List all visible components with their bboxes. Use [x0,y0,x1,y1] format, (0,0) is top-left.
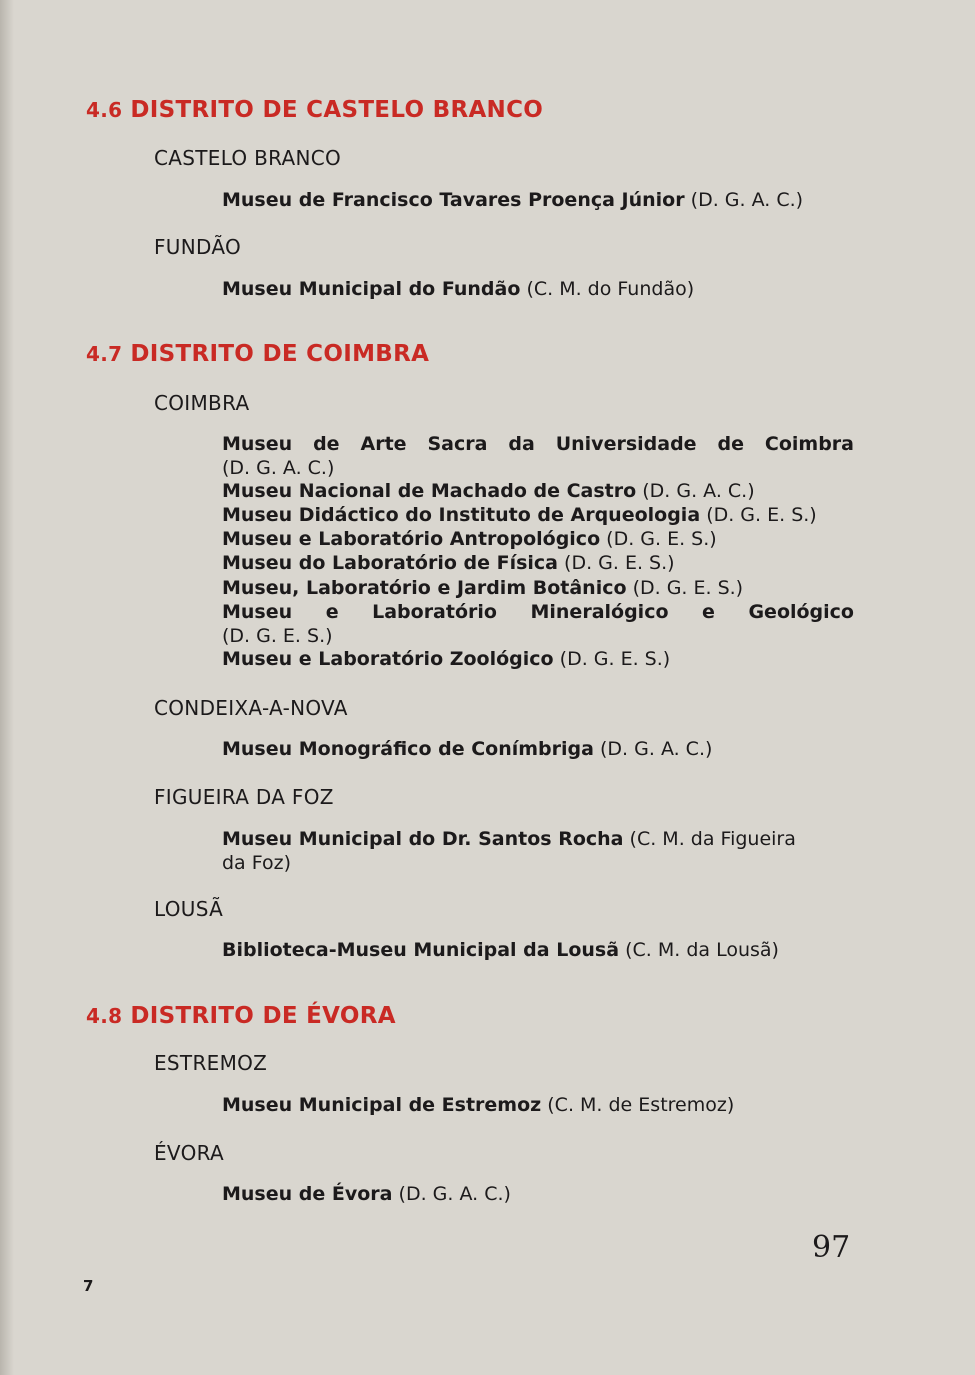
town-name: COIMBRA [154,391,250,415]
museum-organisation: (D. G. E. S.) [559,648,671,670]
museum-entry [222,1094,854,1118]
museum-name: Museu de Arte Sacra da Universidade de Coimbra [222,433,854,455]
museum-entry [222,577,854,601]
museum-entry [222,433,854,480]
museum-entry [222,648,854,672]
town-name: ESTREMOZ [154,1051,268,1075]
museum-organisation: (D. G. E. S.) [706,504,817,526]
museum-organisation: (C. M. de Estremoz) [547,1094,735,1116]
museum-organisation: (D. G. E. S.) [632,577,744,599]
museum-organisation: (C. M. da Figueira [629,828,796,850]
museum-entry [222,1183,854,1207]
museum-entry [222,601,854,648]
museum-entry [222,738,854,762]
section-heading [86,341,429,367]
museum-entry [222,504,854,528]
museum-entry [222,828,854,875]
museum-name: Museu e Laboratório Antropológico [222,528,601,550]
museum-organisation: (D. G. A. C.) [642,480,755,502]
museum-name: Museu do Laboratório de Física [222,552,558,574]
section-number: 4.7 [86,342,123,366]
museum-name: Museu Nacional de Machado de Castro [222,480,637,502]
museum-entry [222,552,854,576]
museum-name: Museu, Laboratório e Jardim Botânico [222,577,627,599]
section-title: DISTRITO DE COIMBRA [130,341,430,367]
section-number: 4.6 [86,98,123,122]
museum-organisation: (D. G. A. C.) [600,738,713,760]
town-name: CONDEIXA-A-NOVA [154,696,348,720]
museum-organisation-continued: da Foz) [222,851,292,874]
museum-organisation: (D. G. E. S.) [564,552,675,574]
museum-name: Museu e Laboratório Mineralógico e Geológico [222,601,854,623]
museum-entry [222,189,854,213]
section-heading [86,97,543,123]
museum-entry [222,480,854,504]
museum-organisation: (D. G. E. S.) [606,528,717,550]
museum-name: Museu Municipal de Estremoz [222,1094,542,1116]
museum-entry [222,278,854,302]
museum-organisation: (D. G. E. S.) [222,624,333,647]
town-name: FIGUEIRA DA FOZ [154,785,334,809]
museum-name: Museu de Évora [222,1183,393,1205]
museum-name: Museu de Francisco Tavares Proença Júnior [222,189,685,211]
museum-organisation: (D. G. A. C.) [690,189,804,211]
museum-organisation: (D. G. A. C.) [398,1183,511,1205]
town-name: FUNDÃO [154,235,242,259]
section-number: 4.8 [86,1004,123,1028]
section-title: DISTRITO DE CASTELO BRANCO [130,97,544,123]
museum-name: Museu Municipal do Dr. Santos Rocha [222,828,624,850]
museum-name: Biblioteca-Museu Municipal da Lousã [222,939,620,961]
town-name: CASTELO BRANCO [154,146,342,170]
section-title: DISTRITO DE ÉVORA [130,1003,396,1029]
museum-entry [222,528,854,552]
museum-name: Museu e Laboratório Zoológico [222,648,554,670]
museum-organisation: (C. M. da Lousã) [625,939,779,961]
museum-organisation: (C. M. do Fundão) [526,278,695,300]
museum-organisation: (D. G. A. C.) [222,456,335,479]
museum-name: Museu Municipal do Fundão [222,278,521,300]
museum-entry [222,939,854,963]
museum-name: Museu Monográfico de Conímbriga [222,738,594,760]
section-heading [86,1003,396,1029]
signature-mark: 7 [83,1277,94,1295]
page-number: 97 [812,1230,851,1265]
museum-name: Museu Didáctico do Instituto de Arqueologia [222,504,701,526]
page-gutter-shadow [0,0,14,1375]
town-name: LOUSÃ [154,897,224,921]
town-name: ÉVORA [154,1141,224,1165]
